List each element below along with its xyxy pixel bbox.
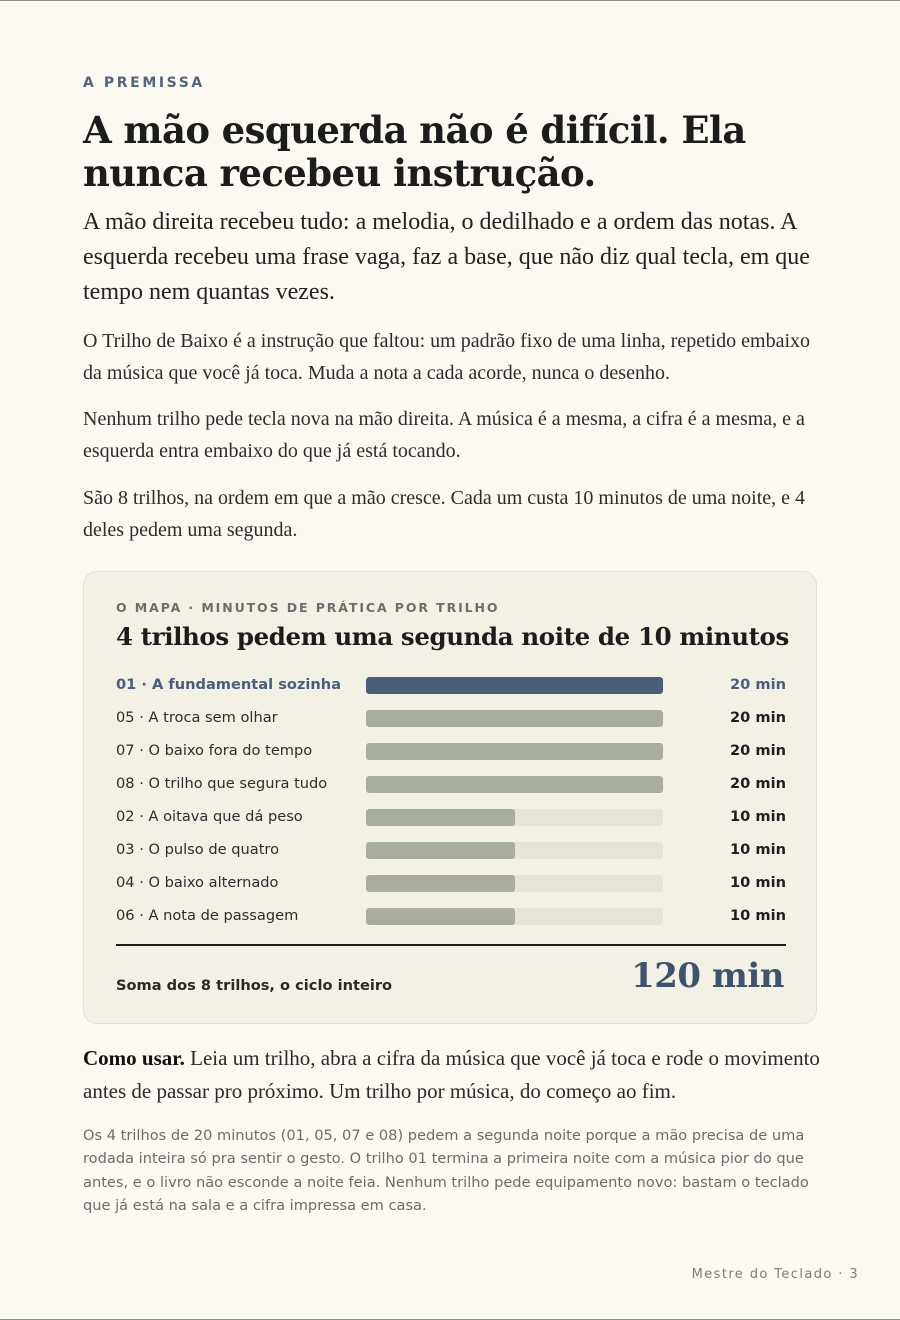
total-value: 120 min [631, 956, 784, 996]
bar [366, 908, 515, 925]
practice-map-card [83, 571, 817, 1024]
bar [366, 743, 663, 760]
bar-label: 06 · A nota de passagem [116, 907, 299, 924]
bar-track [366, 875, 663, 892]
page-footer: Mestre do Teclado · 3 [691, 1267, 859, 1282]
bar-value-label: 10 min [730, 907, 786, 924]
bar-label: 05 · A troca sem olhar [116, 709, 278, 726]
bar-label: 03 · O pulso de quatro [116, 841, 280, 858]
bar-track [366, 776, 663, 793]
chart-row [116, 870, 786, 903]
bar [366, 776, 663, 793]
chart-row [116, 804, 786, 837]
lead-paragraph: A mão direita recebeu tudo: a melodia, o dedilhado e a ordem das notas. A esquerda recebeu uma frase vaga, faz a base, que não diz qual tecla, em que tempo nem quantas vezes. [83, 209, 810, 305]
how-to-use-lead: Como usar. [83, 1046, 185, 1070]
bar-value-label: 20 min [730, 709, 786, 726]
bar [366, 710, 663, 727]
bar [366, 809, 515, 826]
bar-label: 04 · O baixo alternado [116, 874, 279, 891]
section-label: A PREMISSA [83, 75, 205, 91]
bar [366, 677, 663, 694]
bar-label: 01 · A fundamental sozinha [116, 676, 342, 693]
bar-value-label: 20 min [730, 742, 786, 759]
bar-track [366, 710, 663, 727]
bar-value-label: 10 min [730, 874, 786, 891]
bar-track [366, 677, 663, 694]
bar-label: 02 · A oitava que dá peso [116, 808, 303, 825]
bar-value-label: 20 min [730, 676, 786, 693]
body-paragraph: Nenhum trilho pede tecla nova na mão direita. A música é a mesma, a cifra é a mesma, e a esquerda entra embaixo do que já está tocando. [83, 408, 805, 462]
bar [366, 842, 515, 859]
bar-value-label: 10 min [730, 808, 786, 825]
footnote: Os 4 trilhos de 20 minutos (01, 05, 07 e 08) pedem a segunda noite porque a mão precisa de uma rodada inteira só pra sentir o gesto. O trilho 01 termina a primeira noite com a música pior do que antes, e o livro não esconde a noite feia. Nenhum trilho pede equipamento novo: bastam o teclado que já está na sala e a cifra impressa em casa. [83, 1127, 809, 1214]
bar-track [366, 743, 663, 760]
bar-track [366, 842, 663, 859]
bar-track [366, 908, 663, 925]
body-paragraph: São 8 trilhos, na ordem em que a mão cresce. Cada um custa 10 minutos de uma noite, e 4 deles pedem uma segunda. [83, 487, 806, 541]
bar [366, 875, 515, 892]
bar-track [366, 809, 663, 826]
chart-row [116, 837, 786, 870]
bar-value-label: 10 min [730, 841, 786, 858]
map-eyebrow: O MAPA · MINUTOS DE PRÁTICA POR TRILHO [116, 600, 500, 615]
total-label: Soma dos 8 trilhos, o ciclo inteiro [116, 977, 393, 994]
total-rule [116, 944, 786, 946]
chart-row [116, 738, 786, 771]
bar-value-label: 20 min [730, 775, 786, 792]
how-to-use [83, 1042, 823, 1107]
bar-label: 08 · O trilho que segura tudo [116, 775, 328, 792]
chart-row [116, 705, 786, 738]
bar-label: 07 · O baixo fora do tempo [116, 742, 313, 759]
body-paragraph: O Trilho de Baixo é a instrução que faltou: um padrão fixo de uma linha, repetido embaixo da música que você já toca. Muda a nota a cada acorde, nunca o desenho. [83, 330, 811, 384]
chart-row [116, 771, 786, 804]
headline: A mão esquerda não é difícil. Ela nunca recebeu instrução. [83, 108, 746, 195]
map-title: 4 trilhos pedem uma segunda noite de 10 minutos [116, 622, 789, 651]
how-to-use-text: Leia um trilho, abra a cifra da música que você já toca e rode o movimento antes de passar pro próximo. Um trilho por música, do começo ao fim. [83, 1046, 820, 1103]
chart-row [116, 903, 786, 936]
chart-row [116, 672, 786, 705]
bar-chart [116, 672, 786, 936]
